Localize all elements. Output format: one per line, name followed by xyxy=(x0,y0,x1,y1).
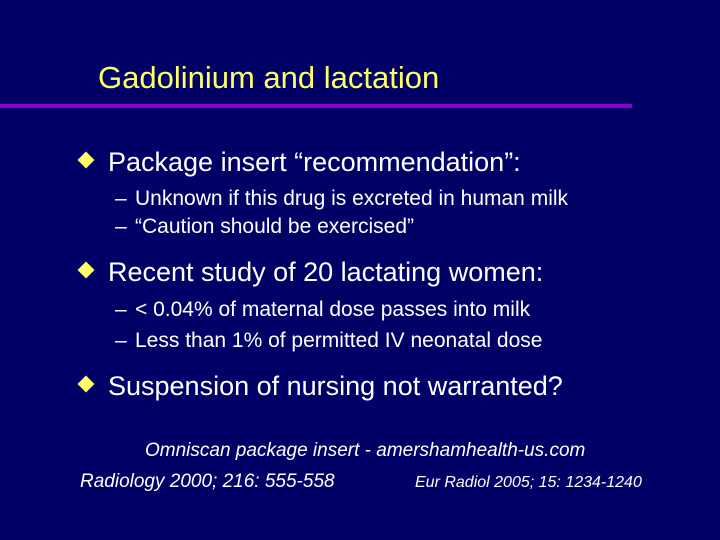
diamond-bullet-icon xyxy=(78,262,95,279)
bullet-text: Package insert “recommendation”: xyxy=(108,147,521,177)
dash-icon: – xyxy=(115,298,127,321)
sub-bullet-text: < 0.04% of maternal dose passes into milk xyxy=(135,298,531,321)
citation-eur-radiol: Eur Radiol 2005; 15: 1234-1240 xyxy=(415,474,642,491)
sub-bullet-text: “Caution should be exercised” xyxy=(135,215,414,238)
sub-bullet-text: Less than 1% of permitted IV neonatal dose xyxy=(135,329,543,352)
bullet-suspension xyxy=(80,371,563,402)
diamond-bullet-icon xyxy=(78,152,95,169)
dash-icon: – xyxy=(115,329,127,352)
diamond-bullet-icon xyxy=(78,376,95,393)
sub-bullet xyxy=(115,187,568,211)
sub-bullet xyxy=(115,215,414,239)
bullet-text: Suspension of nursing not warranted? xyxy=(108,371,563,401)
bullet-text: Recent study of 20 lactating women: xyxy=(108,257,544,287)
citation-radiology: Radiology 2000; 216: 555-558 xyxy=(80,471,335,492)
dash-icon: – xyxy=(115,215,127,238)
sub-bullet xyxy=(115,329,542,353)
bullet-recent-study xyxy=(80,257,543,288)
bullet-package-insert xyxy=(80,147,521,178)
slide-title: Gadolinium and lactation xyxy=(98,60,440,95)
sub-bullet-text: Unknown if this drug is excreted in human milk xyxy=(135,187,569,210)
dash-icon: – xyxy=(115,187,127,210)
sub-bullet xyxy=(115,298,530,322)
title-underline xyxy=(0,104,632,108)
citation-omniscan: Omniscan package insert - amershamhealth-us.com xyxy=(145,440,586,461)
